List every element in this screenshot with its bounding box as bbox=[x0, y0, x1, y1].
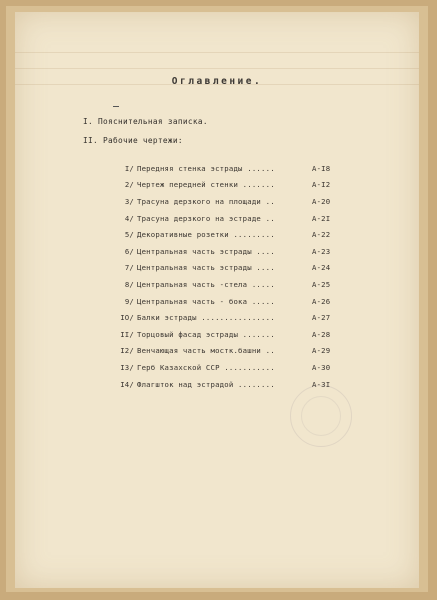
entry-sheet-code: А-I2 bbox=[312, 180, 331, 190]
section-explanatory-note: I. Пояснительная записка. bbox=[83, 117, 208, 126]
toc-entry bbox=[118, 260, 338, 277]
toc-entry bbox=[118, 326, 338, 343]
entry-title: Флагшток над эстрадой ........ bbox=[137, 379, 275, 389]
entry-number: I3/ bbox=[120, 362, 134, 372]
entry-number: IO/ bbox=[120, 313, 134, 323]
toc-entry bbox=[118, 226, 338, 243]
entry-sheet-code: А-20 bbox=[312, 196, 331, 206]
entry-title: Герб Казахской ССР ........... bbox=[137, 362, 275, 372]
entry-number: 2/ bbox=[124, 180, 134, 190]
entry-title: Венчающая часть мостк.башни .. bbox=[137, 346, 275, 356]
paper-ruling bbox=[15, 52, 419, 53]
toc-entry bbox=[118, 193, 338, 210]
toc-entry bbox=[118, 359, 338, 376]
entry-sheet-code: А-3I bbox=[312, 379, 331, 389]
entry-title: Трасуна дерзкого на площади .. bbox=[137, 196, 275, 206]
entry-sheet-code: А-24 bbox=[312, 263, 331, 273]
section-working-drawings: II. Рабочие чертежи: bbox=[83, 136, 183, 145]
entry-number: 6/ bbox=[124, 246, 134, 256]
entry-sheet-code: А-27 bbox=[312, 313, 331, 323]
entry-number: 7/ bbox=[124, 263, 134, 273]
toc-entry bbox=[118, 210, 338, 227]
entry-sheet-code: А-I8 bbox=[312, 163, 331, 173]
toc-entry bbox=[118, 309, 338, 326]
entry-number: I4/ bbox=[120, 379, 134, 389]
entry-sheet-code: А-25 bbox=[312, 279, 331, 289]
entry-sheet-code: А-2I bbox=[312, 213, 331, 223]
toc-entry bbox=[118, 343, 338, 360]
entry-title: Декоративные розетки ......... bbox=[137, 230, 275, 240]
entry-title: Центральная часть эстрады .... bbox=[137, 263, 275, 273]
pen-mark bbox=[113, 106, 119, 107]
entry-number: 3/ bbox=[124, 196, 134, 206]
table-of-contents bbox=[118, 160, 338, 392]
entry-title: Торцовый фасад эстрады ....... bbox=[137, 329, 275, 339]
stamp-inner-ring bbox=[301, 396, 341, 436]
entry-number: 9/ bbox=[124, 296, 134, 306]
paper-ruling bbox=[15, 68, 419, 69]
entry-sheet-code: А-29 bbox=[312, 346, 331, 356]
entry-sheet-code: А-28 bbox=[312, 329, 331, 339]
entry-number: 8/ bbox=[124, 279, 134, 289]
entry-number: I2/ bbox=[120, 346, 134, 356]
toc-entry bbox=[118, 276, 338, 293]
toc-entry bbox=[118, 177, 338, 194]
toc-entry bbox=[118, 243, 338, 260]
document-title: Оглавление. bbox=[171, 76, 263, 87]
entry-title: Передняя стенка эстрады ...... bbox=[137, 163, 275, 173]
entry-sheet-code: А-26 bbox=[312, 296, 331, 306]
entry-number: I/ bbox=[124, 163, 134, 173]
toc-entry bbox=[118, 293, 338, 310]
entry-title: Центральная часть - бока ..... bbox=[137, 296, 275, 306]
entry-title: Трасуна дерзкого на эстраде .. bbox=[137, 213, 275, 223]
faded-stamp bbox=[290, 385, 352, 447]
entry-number: 4/ bbox=[124, 213, 134, 223]
entry-title: Центральная часть -стела ..... bbox=[137, 279, 275, 289]
entry-number: II/ bbox=[120, 329, 134, 339]
entry-title: Чертеж передней стенки ....... bbox=[137, 180, 275, 190]
entry-sheet-code: А-30 bbox=[312, 362, 331, 372]
entry-title: Центральная часть эстрады .... bbox=[137, 246, 275, 256]
entry-number: 5/ bbox=[124, 230, 134, 240]
entry-title: Балки эстрады ................ bbox=[137, 313, 275, 323]
entry-sheet-code: А-22 bbox=[312, 230, 331, 240]
toc-entry bbox=[118, 160, 338, 177]
entry-sheet-code: А-23 bbox=[312, 246, 331, 256]
